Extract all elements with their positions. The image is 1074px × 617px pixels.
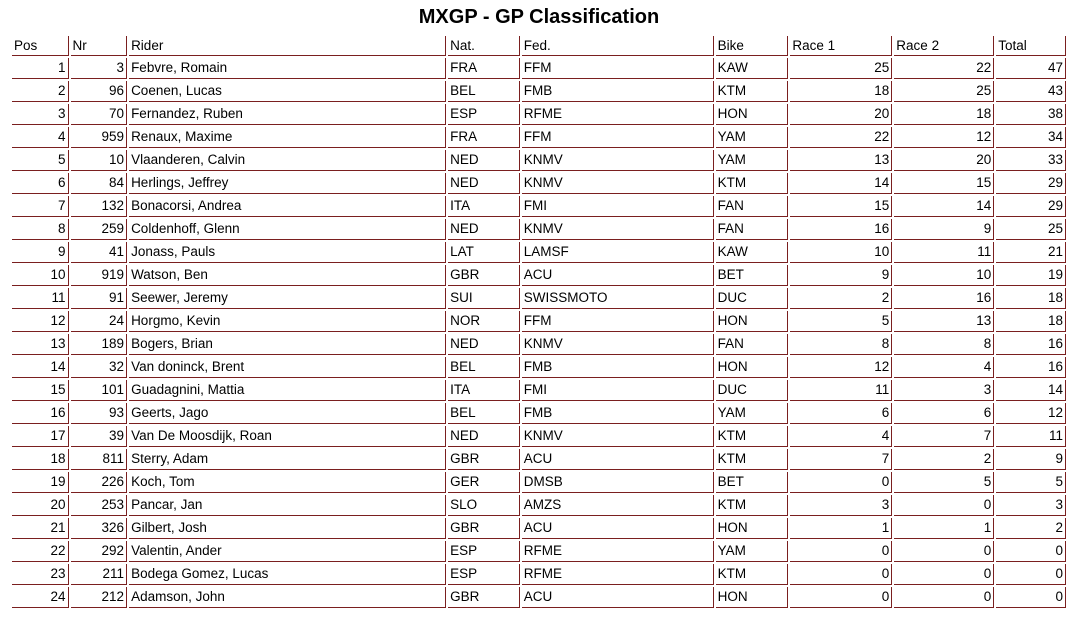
cell-race1: 4 xyxy=(790,426,892,447)
cell-nr: 41 xyxy=(71,242,128,263)
cell-fed: KNMV xyxy=(522,334,714,355)
cell-race2: 18 xyxy=(894,104,994,125)
cell-rider: Vlaanderen, Calvin xyxy=(129,150,446,171)
cell-fed: ACU xyxy=(522,265,714,286)
cell-nr: 211 xyxy=(71,564,128,585)
cell-nr: 132 xyxy=(71,196,128,217)
cell-race1: 15 xyxy=(790,196,892,217)
cell-nat: GER xyxy=(448,472,520,493)
page-title: MXGP - GP Classification xyxy=(418,6,660,28)
cell-fed: RFME xyxy=(522,104,714,125)
classification-table xyxy=(10,34,1068,610)
cell-fed: ACU xyxy=(522,518,714,539)
cell-nat: GBR xyxy=(448,449,520,470)
cell-fed: KNMV xyxy=(522,150,714,171)
cell-race1: 14 xyxy=(790,173,892,194)
cell-rider: Coldenhoff, Glenn xyxy=(129,219,446,240)
cell-pos: 11 xyxy=(12,288,69,309)
cell-pos: 12 xyxy=(12,311,69,332)
table-row xyxy=(12,242,1066,263)
cell-race2: 8 xyxy=(894,334,994,355)
cell-fed: FFM xyxy=(522,58,714,79)
cell-nat: FRA xyxy=(448,58,520,79)
cell-total: 21 xyxy=(996,242,1066,263)
cell-rider: Geerts, Jago xyxy=(129,403,446,424)
cell-race1: 12 xyxy=(790,357,892,378)
cell-nat: ITA xyxy=(448,196,520,217)
cell-race1: 0 xyxy=(790,587,892,608)
cell-total: 18 xyxy=(996,311,1066,332)
cell-total: 43 xyxy=(996,81,1066,102)
cell-pos: 19 xyxy=(12,472,69,493)
cell-bike: KAW xyxy=(716,242,789,263)
cell-nat: NOR xyxy=(448,311,520,332)
table-row xyxy=(12,81,1066,102)
cell-nr: 189 xyxy=(71,334,128,355)
cell-rider: Herlings, Jeffrey xyxy=(129,173,446,194)
cell-rider: Koch, Tom xyxy=(129,472,446,493)
cell-bike: YAM xyxy=(716,150,789,171)
cell-fed: FMB xyxy=(522,81,714,102)
cell-race2: 13 xyxy=(894,311,994,332)
cell-nr: 292 xyxy=(71,541,128,562)
cell-rider: Adamson, John xyxy=(129,587,446,608)
cell-nat: NED xyxy=(448,173,520,194)
cell-nr: 10 xyxy=(71,150,128,171)
cell-rider: Bonacorsi, Andrea xyxy=(129,196,446,217)
cell-bike: KTM xyxy=(716,495,789,516)
cell-nr: 3 xyxy=(71,58,128,79)
cell-fed: AMZS xyxy=(522,495,714,516)
cell-total: 38 xyxy=(996,104,1066,125)
cell-total: 14 xyxy=(996,380,1066,401)
cell-rider: Febvre, Romain xyxy=(129,58,446,79)
cell-race1: 6 xyxy=(790,403,892,424)
cell-race1: 25 xyxy=(790,58,892,79)
column-header-bike: Bike xyxy=(716,36,789,56)
cell-total: 47 xyxy=(996,58,1066,79)
table-row xyxy=(12,104,1066,125)
cell-nat: BEL xyxy=(448,357,520,378)
cell-nat: ITA xyxy=(448,380,520,401)
cell-fed: FFM xyxy=(522,311,714,332)
cell-bike: KTM xyxy=(716,81,789,102)
cell-nat: ESP xyxy=(448,564,520,585)
table-row xyxy=(12,426,1066,447)
cell-bike: YAM xyxy=(716,541,789,562)
cell-fed: KNMV xyxy=(522,173,714,194)
cell-total: 29 xyxy=(996,173,1066,194)
cell-nat: BEL xyxy=(448,403,520,424)
cell-rider: Valentin, Ander xyxy=(129,541,446,562)
cell-pos: 24 xyxy=(12,587,69,608)
cell-nat: GBR xyxy=(448,265,520,286)
column-header-rider: Rider xyxy=(129,36,446,56)
table-row xyxy=(12,380,1066,401)
cell-race2: 16 xyxy=(894,288,994,309)
cell-rider: Guadagnini, Mattia xyxy=(129,380,446,401)
cell-race1: 9 xyxy=(790,265,892,286)
table-row xyxy=(12,196,1066,217)
cell-total: 19 xyxy=(996,265,1066,286)
cell-pos: 1 xyxy=(12,58,69,79)
cell-rider: Horgmo, Kevin xyxy=(129,311,446,332)
cell-race2: 10 xyxy=(894,265,994,286)
cell-pos: 20 xyxy=(12,495,69,516)
cell-race1: 11 xyxy=(790,380,892,401)
cell-pos: 15 xyxy=(12,380,69,401)
cell-race2: 0 xyxy=(894,587,994,608)
cell-race1: 10 xyxy=(790,242,892,263)
cell-pos: 6 xyxy=(12,173,69,194)
cell-race2: 0 xyxy=(894,541,994,562)
cell-pos: 16 xyxy=(12,403,69,424)
cell-race1: 0 xyxy=(790,541,892,562)
cell-nr: 959 xyxy=(71,127,128,148)
table-row xyxy=(12,587,1066,608)
cell-total: 9 xyxy=(996,449,1066,470)
cell-total: 29 xyxy=(996,196,1066,217)
cell-rider: Bogers, Brian xyxy=(129,334,446,355)
cell-fed: RFME xyxy=(522,541,714,562)
column-header-race2: Race 2 xyxy=(894,36,994,56)
cell-fed: FMB xyxy=(522,357,714,378)
table-row xyxy=(12,357,1066,378)
cell-rider: Jonass, Pauls xyxy=(129,242,446,263)
cell-nat: ESP xyxy=(448,104,520,125)
cell-pos: 2 xyxy=(12,81,69,102)
table-row xyxy=(12,150,1066,171)
cell-nat: GBR xyxy=(448,587,520,608)
cell-bike: YAM xyxy=(716,403,789,424)
table-row xyxy=(12,495,1066,516)
cell-nat: NED xyxy=(448,426,520,447)
cell-bike: DUC xyxy=(716,380,789,401)
cell-pos: 23 xyxy=(12,564,69,585)
cell-nr: 919 xyxy=(71,265,128,286)
cell-rider: Van De Moosdijk, Roan xyxy=(129,426,446,447)
cell-fed: LAMSF xyxy=(522,242,714,263)
cell-total: 0 xyxy=(996,587,1066,608)
cell-nr: 259 xyxy=(71,219,128,240)
cell-nat: BEL xyxy=(448,81,520,102)
cell-fed: FMB xyxy=(522,403,714,424)
cell-bike: HON xyxy=(716,311,789,332)
cell-bike: DUC xyxy=(716,288,789,309)
cell-race2: 22 xyxy=(894,58,994,79)
cell-fed: KNMV xyxy=(522,219,714,240)
cell-total: 0 xyxy=(996,564,1066,585)
cell-race2: 9 xyxy=(894,219,994,240)
cell-total: 33 xyxy=(996,150,1066,171)
cell-rider: Pancar, Jan xyxy=(129,495,446,516)
table-row xyxy=(12,472,1066,493)
cell-race2: 25 xyxy=(894,81,994,102)
cell-race2: 0 xyxy=(894,495,994,516)
cell-total: 18 xyxy=(996,288,1066,309)
cell-race2: 20 xyxy=(894,150,994,171)
cell-bike: BET xyxy=(716,265,789,286)
cell-total: 5 xyxy=(996,472,1066,493)
cell-nr: 39 xyxy=(71,426,128,447)
cell-nr: 84 xyxy=(71,173,128,194)
cell-bike: KTM xyxy=(716,449,789,470)
cell-race1: 3 xyxy=(790,495,892,516)
cell-race1: 20 xyxy=(790,104,892,125)
cell-race1: 18 xyxy=(790,81,892,102)
cell-nat: SUI xyxy=(448,288,520,309)
cell-nr: 212 xyxy=(71,587,128,608)
cell-pos: 22 xyxy=(12,541,69,562)
cell-total: 11 xyxy=(996,426,1066,447)
cell-race1: 2 xyxy=(790,288,892,309)
cell-pos: 21 xyxy=(12,518,69,539)
cell-bike: KTM xyxy=(716,564,789,585)
column-header-total: Total xyxy=(996,36,1066,56)
cell-pos: 3 xyxy=(12,104,69,125)
table-row xyxy=(12,564,1066,585)
cell-pos: 10 xyxy=(12,265,69,286)
cell-race2: 6 xyxy=(894,403,994,424)
cell-race1: 5 xyxy=(790,311,892,332)
cell-race1: 0 xyxy=(790,564,892,585)
cell-nr: 811 xyxy=(71,449,128,470)
cell-pos: 7 xyxy=(12,196,69,217)
cell-total: 0 xyxy=(996,541,1066,562)
column-header-pos: Pos xyxy=(12,36,69,56)
cell-nr: 70 xyxy=(71,104,128,125)
cell-rider: Fernandez, Ruben xyxy=(129,104,446,125)
cell-fed: FMI xyxy=(522,380,714,401)
cell-nat: FRA xyxy=(448,127,520,148)
cell-nr: 101 xyxy=(71,380,128,401)
table-row xyxy=(12,403,1066,424)
cell-bike: HON xyxy=(716,587,789,608)
cell-total: 2 xyxy=(996,518,1066,539)
cell-race2: 15 xyxy=(894,173,994,194)
table-row xyxy=(12,219,1066,240)
table-row xyxy=(12,173,1066,194)
cell-race1: 7 xyxy=(790,449,892,470)
cell-nat: SLO xyxy=(448,495,520,516)
table-row xyxy=(12,311,1066,332)
column-header-nat: Nat. xyxy=(448,36,520,56)
cell-race1: 0 xyxy=(790,472,892,493)
cell-bike: HON xyxy=(716,518,789,539)
cell-fed: ACU xyxy=(522,587,714,608)
cell-rider: Van doninck, Brent xyxy=(129,357,446,378)
cell-race2: 1 xyxy=(894,518,994,539)
cell-pos: 18 xyxy=(12,449,69,470)
cell-fed: SWISSMOTO xyxy=(522,288,714,309)
cell-fed: FFM xyxy=(522,127,714,148)
column-header-race1: Race 1 xyxy=(790,36,892,56)
cell-rider: Gilbert, Josh xyxy=(129,518,446,539)
cell-race2: 2 xyxy=(894,449,994,470)
cell-bike: HON xyxy=(716,104,789,125)
table-row xyxy=(12,518,1066,539)
cell-race1: 22 xyxy=(790,127,892,148)
table-row xyxy=(12,127,1066,148)
cell-nr: 226 xyxy=(71,472,128,493)
table-row xyxy=(12,265,1066,286)
cell-nr: 91 xyxy=(71,288,128,309)
cell-rider: Sterry, Adam xyxy=(129,449,446,470)
cell-nat: ESP xyxy=(448,541,520,562)
cell-race1: 13 xyxy=(790,150,892,171)
cell-bike: HON xyxy=(716,357,789,378)
cell-rider: Watson, Ben xyxy=(129,265,446,286)
table-row xyxy=(12,58,1066,79)
cell-bike: FAN xyxy=(716,196,789,217)
cell-race2: 12 xyxy=(894,127,994,148)
cell-fed: DMSB xyxy=(522,472,714,493)
cell-fed: ACU xyxy=(522,449,714,470)
column-header-fed: Fed. xyxy=(522,36,714,56)
cell-race2: 11 xyxy=(894,242,994,263)
cell-pos: 17 xyxy=(12,426,69,447)
cell-nat: NED xyxy=(448,150,520,171)
cell-race2: 5 xyxy=(894,472,994,493)
cell-race2: 0 xyxy=(894,564,994,585)
cell-nat: NED xyxy=(448,219,520,240)
cell-nr: 32 xyxy=(71,357,128,378)
column-header-nr: Nr xyxy=(71,36,128,56)
cell-total: 34 xyxy=(996,127,1066,148)
cell-fed: KNMV xyxy=(522,426,714,447)
cell-rider: Renaux, Maxime xyxy=(129,127,446,148)
cell-total: 16 xyxy=(996,357,1066,378)
cell-race2: 3 xyxy=(894,380,994,401)
cell-pos: 14 xyxy=(12,357,69,378)
cell-nr: 96 xyxy=(71,81,128,102)
table-row xyxy=(12,288,1066,309)
cell-pos: 9 xyxy=(12,242,69,263)
cell-rider: Coenen, Lucas xyxy=(129,81,446,102)
cell-race1: 1 xyxy=(790,518,892,539)
cell-pos: 4 xyxy=(12,127,69,148)
cell-race2: 7 xyxy=(894,426,994,447)
cell-bike: BET xyxy=(716,472,789,493)
cell-total: 3 xyxy=(996,495,1066,516)
cell-nat: NED xyxy=(448,334,520,355)
cell-bike: KAW xyxy=(716,58,789,79)
cell-pos: 5 xyxy=(12,150,69,171)
table-row xyxy=(12,449,1066,470)
cell-bike: FAN xyxy=(716,334,789,355)
cell-total: 16 xyxy=(996,334,1066,355)
cell-nr: 93 xyxy=(71,403,128,424)
cell-bike: FAN xyxy=(716,219,789,240)
cell-nr: 24 xyxy=(71,311,128,332)
table-row xyxy=(12,334,1066,355)
cell-race1: 16 xyxy=(790,219,892,240)
cell-bike: YAM xyxy=(716,127,789,148)
table-header-row xyxy=(12,36,1066,56)
cell-nr: 326 xyxy=(71,518,128,539)
cell-bike: KTM xyxy=(716,173,789,194)
cell-total: 25 xyxy=(996,219,1066,240)
cell-fed: FMI xyxy=(522,196,714,217)
cell-fed: RFME xyxy=(522,564,714,585)
cell-race2: 14 xyxy=(894,196,994,217)
cell-bike: KTM xyxy=(716,426,789,447)
cell-nr: 253 xyxy=(71,495,128,516)
cell-nat: LAT xyxy=(448,242,520,263)
cell-nat: GBR xyxy=(448,518,520,539)
cell-pos: 8 xyxy=(12,219,69,240)
cell-rider: Seewer, Jeremy xyxy=(129,288,446,309)
cell-race2: 4 xyxy=(894,357,994,378)
cell-race1: 8 xyxy=(790,334,892,355)
cell-pos: 13 xyxy=(12,334,69,355)
cell-total: 12 xyxy=(996,403,1066,424)
table-row xyxy=(12,541,1066,562)
cell-rider: Bodega Gomez, Lucas xyxy=(129,564,446,585)
table-body xyxy=(12,58,1066,608)
